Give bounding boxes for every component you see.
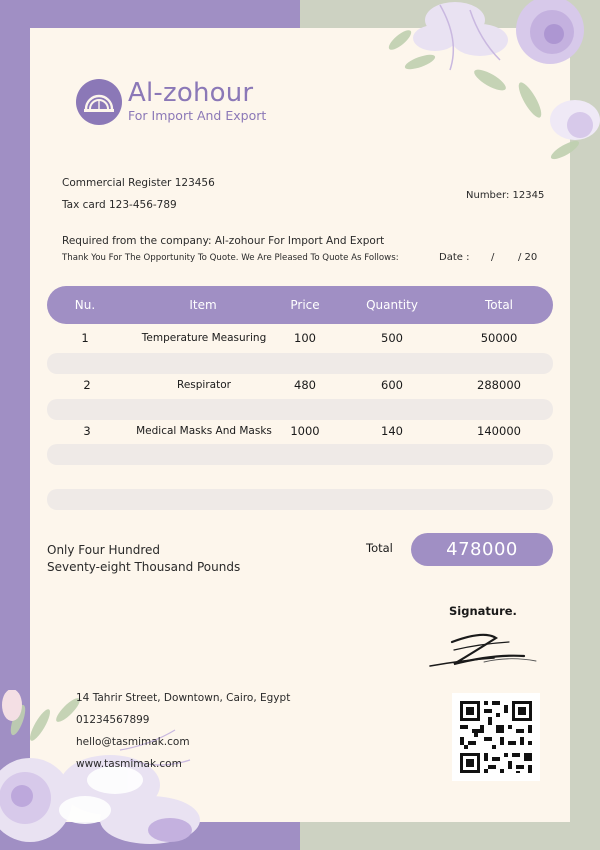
contact-website[interactable]: www.tasmimak.com [76, 758, 182, 770]
row-divider [47, 444, 553, 465]
date-year: / 20 [518, 252, 538, 263]
row-price: 480 [294, 378, 316, 392]
signature-label: Signature. [449, 604, 517, 618]
row-number: 1 [81, 331, 89, 345]
date-label: Date : [439, 252, 470, 263]
header-price: Price [290, 298, 320, 312]
header-nu: Nu. [74, 298, 96, 312]
row-item: Medical Masks And Masks [136, 425, 272, 437]
total-label: Total [366, 541, 393, 555]
amount-words-line2: Seventy-eight Thousand Pounds [47, 560, 241, 574]
row-total: 288000 [477, 378, 521, 392]
contact-email[interactable]: hello@tasmimak.com [76, 736, 190, 748]
signature-scribble-icon [424, 630, 544, 675]
required-from-company: Required from the company: Al-zohour For Import And Export [62, 235, 385, 247]
row-divider [47, 489, 553, 510]
row-total: 50000 [480, 331, 518, 345]
row-quantity: 500 [381, 331, 403, 345]
row-number: 2 [83, 378, 91, 392]
header-total: Total [484, 298, 514, 312]
row-divider [47, 353, 553, 374]
company-subtitle: For Import And Export [128, 108, 267, 123]
table-header [47, 286, 553, 324]
qr-code-icon [452, 693, 540, 781]
row-quantity: 140 [381, 424, 403, 438]
row-item: Respirator [177, 379, 231, 391]
row-price: 100 [294, 331, 316, 345]
quote-number: Number: 12345 [466, 190, 545, 201]
tax-card: Tax card 123-456-789 [62, 199, 177, 211]
commercial-register: Commercial Register 123456 [62, 177, 215, 189]
date-separator: / [491, 252, 495, 263]
row-total: 140000 [477, 424, 521, 438]
company-logo-icon [76, 79, 122, 125]
row-item: Temperature Measuring [141, 332, 267, 344]
total-value: 478000 [411, 533, 553, 566]
row-price: 1000 [290, 424, 320, 438]
amount-in-words [47, 542, 240, 576]
flower-decoration-top-icon [380, 0, 600, 190]
header-quantity: Quantity [366, 298, 418, 312]
contact-address: 14 Tahrir Street, Downtown, Cairo, Egypt [76, 692, 291, 704]
contact-phone: 01234567899 [76, 714, 150, 726]
row-divider [47, 399, 553, 420]
company-name: Al-zohour [128, 78, 254, 108]
header-item: Item [189, 298, 217, 312]
row-number: 3 [83, 424, 91, 438]
row-quantity: 600 [381, 378, 403, 392]
thanks-note: Thank You For The Opportunity To Quote. We Are Pleased To Quote As Follows: [62, 253, 399, 263]
amount-words-line1: Only Four Hundred [47, 543, 160, 557]
